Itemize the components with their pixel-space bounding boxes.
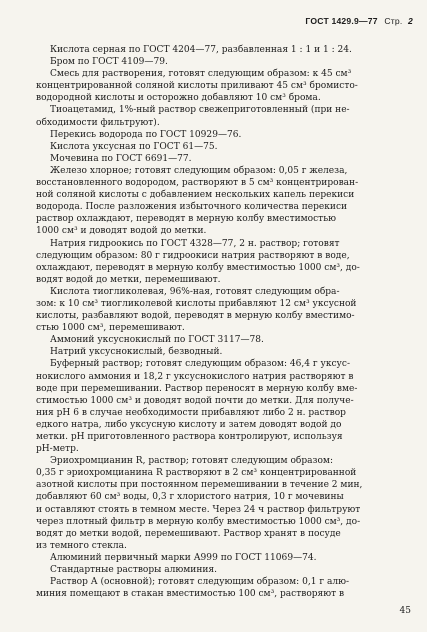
text-line: Натрий уксуснокислый, безводный. — [50, 347, 223, 358]
text-line: ной соляной кислоты с добавлением нескольких капель перекиси — [36, 190, 355, 201]
text-line: Бром по ГОСТ 4109—79. — [50, 57, 168, 68]
text-line: Кислота тиогликолевая, 96%-ная, готовят следующим обра- — [50, 286, 340, 297]
text-line: Эриохромцианин R, раствор; готовят следующим образом: — [50, 456, 334, 467]
text-line: Алюминий первичный марки А999 по ГОСТ 11069—74. — [50, 552, 317, 563]
text-line: 0,35 г эриохромцианина R растворяют в 2 см³ концентрированной — [36, 468, 357, 479]
text-line: pH-метр. — [36, 444, 79, 455]
text-line: воде при перемешивании. Раствор переносят в мерную колбу вме- — [36, 383, 358, 394]
text-line: Аммоний уксуснокислый по ГОСТ 3117—78. — [50, 335, 264, 346]
text-line: концентрированной соляной кислоты приливают 45 см³ бромисто- — [36, 81, 358, 92]
page-number: 45 — [399, 606, 411, 616]
text-line: Буферный раствор; готовят следующим образом: 46,4 г уксус- — [50, 359, 351, 370]
text-line: водорода. После разложения избыточного количества перекиси — [36, 202, 348, 213]
text-line: метки. pH приготовленного раствора контролируют, используя — [36, 432, 343, 442]
text-line: 1000 см³ и доводят водой до метки. — [36, 226, 207, 237]
text-line: стимостью 1000 см³ и доводят водой почти до метки. Для получе- — [36, 395, 354, 406]
text-line: водородной кислоты и осторожно добавляют 10 см³ брома. — [36, 93, 321, 104]
text-line: Кислота уксусная по ГОСТ 61—75. — [50, 141, 218, 152]
body-text — [36, 44, 416, 600]
text-line: стью 1000 см³, перемешивают. — [36, 323, 185, 334]
text-line: водят водой до метки, перемешивают. — [36, 274, 221, 285]
text-line: кислоты, разбавляют водой, переводят в мерную колбу вместимо- — [36, 311, 355, 322]
text-line: добавляют 60 см³ воды, 0,3 г хлористого натрия, 10 г мочевины — [36, 492, 344, 503]
text-line: едкого натра, либо уксусную кислоту и затем доводят водой до — [36, 419, 342, 430]
text-line: Перекись водорода по ГОСТ 10929—76. — [50, 129, 242, 140]
text-line: Тиоацетамид, 1%-ный раствор свежеприготовленный (при не- — [50, 105, 350, 116]
text-line: Смесь для растворения, готовят следующим образом: к 45 см³ — [50, 69, 352, 80]
text-line: Железо хлорное; готовят следующим образом: 0,05 г железа, — [50, 165, 348, 176]
text-line: Натрия гидроокись по ГОСТ 4328—77, 2 н. раствор; готовят — [50, 238, 340, 249]
text-line: из темного стекла. — [36, 540, 127, 551]
page-header — [305, 16, 413, 26]
text-line: раствор охлаждают, переводят в мерную колбу вместимостью — [36, 214, 336, 225]
text-line: через плотный фильтр в мерную колбу вместимостью 1000 см³, до- — [36, 516, 361, 527]
page-indicator: 2 — [408, 16, 413, 26]
text-line: водят до метки водой, перемешивают. Раствор хранят в посуде — [36, 528, 341, 539]
text-line: обходимости фильтруют). — [36, 117, 160, 128]
text-line: ния pH 6 в случае необходимости прибавляют либо 2 н. раствор — [36, 407, 346, 418]
text-line: Кислота серная по ГОСТ 4204—77, разбавленная 1 : 1 и 1 : 24. — [50, 45, 352, 55]
text-line: Раствор А (основной); готовят следующим образом: 0,1 г алю- — [50, 577, 350, 588]
standard-number: ГОСТ 1429.9—77 — [305, 16, 378, 26]
text-line: миния помещают в стакан вместимостью 100 см³, растворяют в — [36, 589, 345, 600]
text-line: охлаждают, переводят в мерную колбу вместимостью 1000 см³, до- — [36, 262, 360, 273]
page-label: Стр. — [384, 16, 403, 26]
text-line: и оставляют стоять в темном месте. Через 24 ч раствор фильтруют — [36, 504, 361, 515]
text-line: Стандартные растворы алюминия. — [50, 565, 217, 576]
text-line: нокислого аммония и 18,2 г уксуснокислого натрия растворяют в — [36, 371, 354, 382]
text-line: восстановленного водородом, растворяют в 5 см³ концентрирован- — [36, 178, 359, 189]
text-line: Мочевина по ГОСТ 6691—77. — [50, 153, 192, 164]
text-line: азотной кислоты при постоянном перемешивании в течение 2 мин, — [36, 480, 363, 491]
text-line: зом: к 10 см³ тиогликолевой кислоты прибавляют 12 см³ уксусной — [36, 298, 357, 309]
text-line: следующим образом: 80 г гидроокиси натрия растворяют в воде, — [36, 250, 350, 261]
